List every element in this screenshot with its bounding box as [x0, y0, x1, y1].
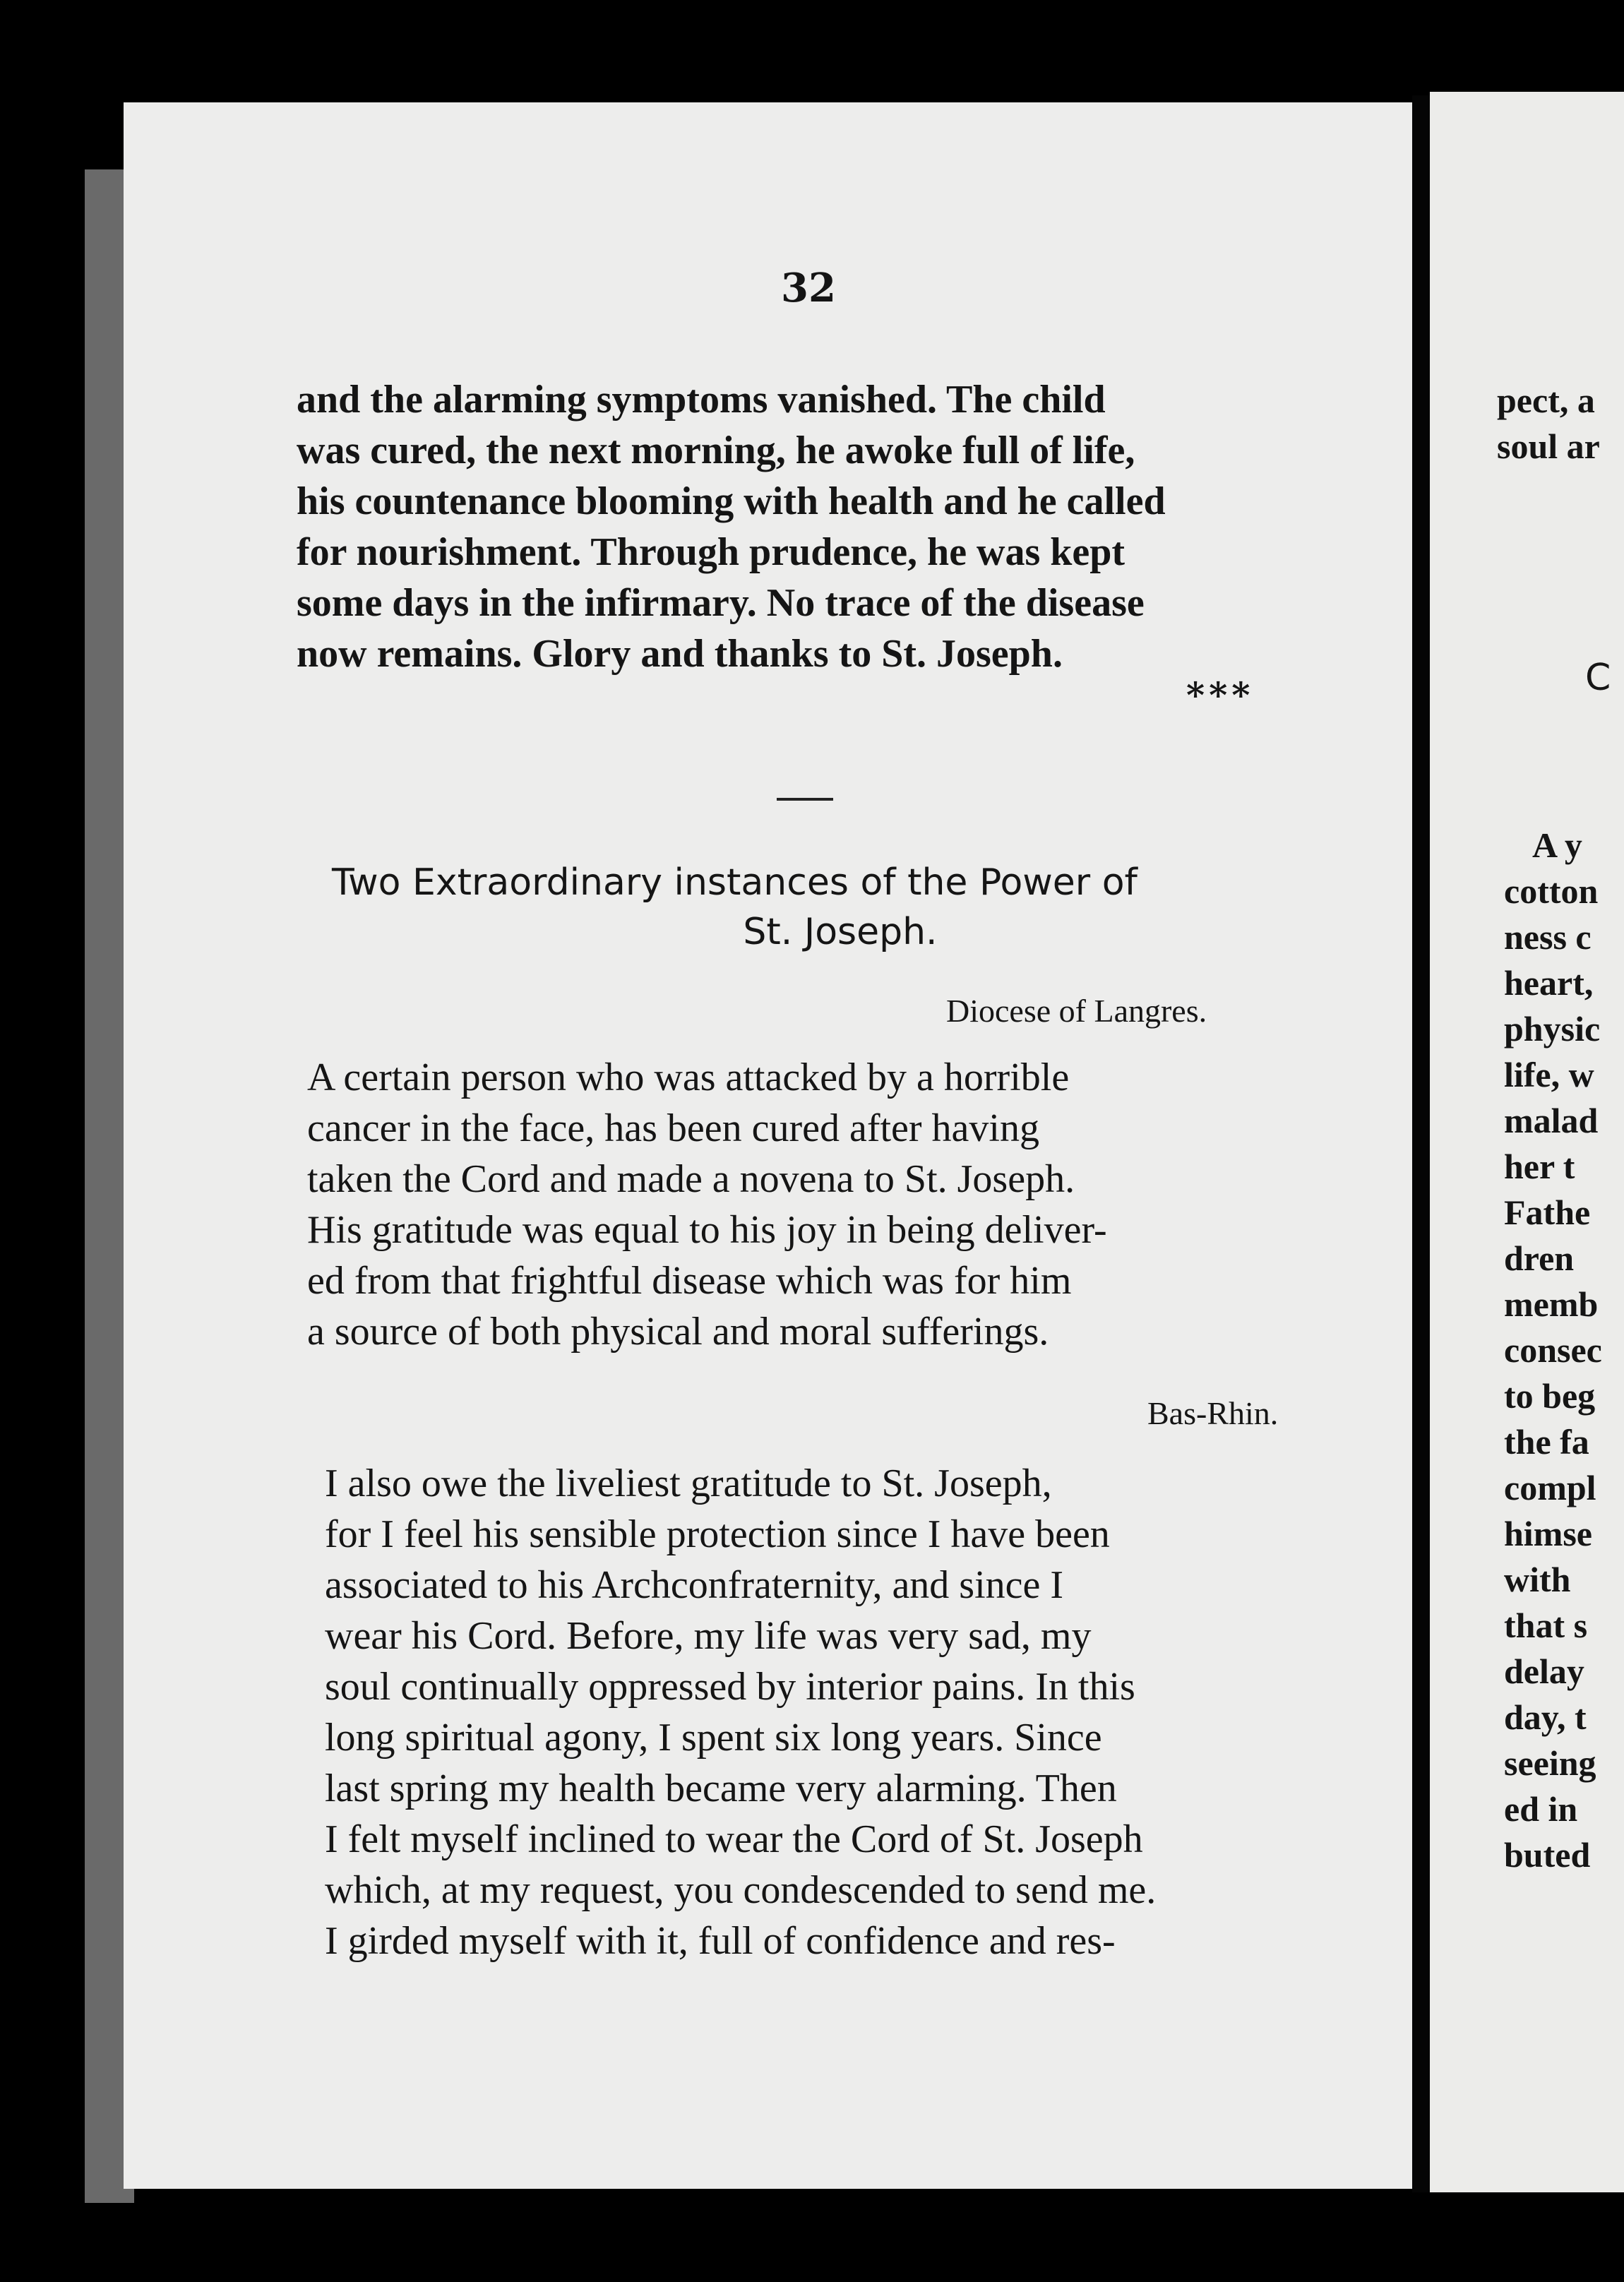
text-line: for nourishment. Through prudence, he was kept: [297, 530, 1126, 574]
text-line: I also owe the liveliest gratitude to St. Joseph,: [325, 1462, 1052, 1505]
testimony-paragraph-1: [307, 1052, 1107, 1357]
text-line: day, t: [1504, 1697, 1587, 1737]
text-line: A certain person who was attacked by a horrible: [307, 1056, 1070, 1099]
place-heading-langres: Diocese of Langres.: [946, 993, 1207, 1029]
text-line: wear his Cord. Before, my life was very sad, my: [325, 1614, 1092, 1658]
text-line: soul continually oppressed by interior pains. In this: [325, 1665, 1135, 1709]
text-line: some days in the infirmary. No trace of the disease: [297, 581, 1145, 625]
continuation-paragraph: [297, 374, 1356, 679]
text-line: seeing: [1504, 1743, 1596, 1783]
text-line: with: [1504, 1560, 1571, 1599]
right-page-top-text: [1497, 378, 1600, 470]
text-line: A y: [1532, 825, 1582, 865]
text-line: was cured, the next morning, he awoke full of life,: [297, 429, 1135, 472]
text-line: ness c: [1504, 917, 1592, 957]
text-line: I felt myself inclined to wear the Cord of St. Joseph: [325, 1817, 1143, 1861]
text-line: taken the Cord and made a novena to St. Joseph.: [307, 1157, 1075, 1201]
text-line: last spring my health became very alarming. Then: [325, 1767, 1117, 1810]
text-line: which, at my request, you condescended to send me.: [325, 1868, 1157, 1912]
text-line: ed from that frightful disease which was for him: [307, 1259, 1072, 1303]
text-line: His gratitude was equal to his joy in being deliver-: [307, 1208, 1107, 1252]
text-line: for I feel his sensible protection since I have been: [325, 1512, 1110, 1556]
text-line: memb: [1504, 1284, 1599, 1324]
text-line: soul ar: [1497, 426, 1600, 466]
text-line: malad: [1504, 1101, 1599, 1140]
text-line: cotton: [1504, 871, 1599, 911]
text-line: associated to his Archconfraternity, and since I: [325, 1563, 1064, 1607]
text-line: now remains. Glory and thanks to St. Joseph.: [297, 632, 1063, 676]
section-title: [332, 858, 1349, 957]
asterism-divider: ***: [1186, 674, 1255, 716]
text-line: physic: [1504, 1009, 1601, 1049]
text-line: compl: [1504, 1468, 1596, 1507]
text-line: to beg: [1504, 1376, 1596, 1416]
section-title-line: St. Joseph.: [743, 911, 938, 953]
text-line: the fa: [1504, 1422, 1589, 1462]
text-line: ed in: [1504, 1789, 1578, 1829]
text-line: life, w: [1504, 1055, 1594, 1094]
page-number: 32: [781, 265, 836, 311]
text-line: delay: [1504, 1651, 1584, 1691]
text-line: a source of both physical and moral sufferings.: [307, 1310, 1049, 1354]
text-line: buted: [1504, 1835, 1591, 1875]
text-line: and the alarming symptoms vanished. The child: [297, 378, 1106, 422]
section-title-line: Two Extraordinary instances of the Power of: [332, 861, 1138, 904]
right-page-body-text: [1504, 823, 1602, 1878]
text-line: Fathe: [1504, 1193, 1591, 1232]
text-line: his countenance blooming with health and he called: [297, 479, 1166, 523]
text-line: her t: [1504, 1147, 1575, 1186]
text-line: I girded myself with it, full of confidence and res-: [325, 1919, 1116, 1963]
text-line: cancer in the face, has been cured after having: [307, 1106, 1039, 1150]
text-line: dren: [1504, 1238, 1575, 1278]
page-gutter: [1412, 95, 1432, 2192]
text-line: consec: [1504, 1330, 1602, 1370]
text-line: pect, a: [1497, 381, 1595, 420]
place-heading-bas-rhin: Bas-Rhin.: [1147, 1395, 1279, 1431]
section-rule: [777, 798, 833, 801]
text-line: heart,: [1504, 963, 1594, 1003]
text-line: that s: [1504, 1606, 1588, 1645]
testimony-paragraph-2: [325, 1458, 1156, 1966]
right-page-heading-fragment: C: [1585, 657, 1611, 699]
text-line: long spiritual agony, I spent six long years. Since: [325, 1716, 1102, 1760]
text-line: himse: [1504, 1514, 1592, 1553]
